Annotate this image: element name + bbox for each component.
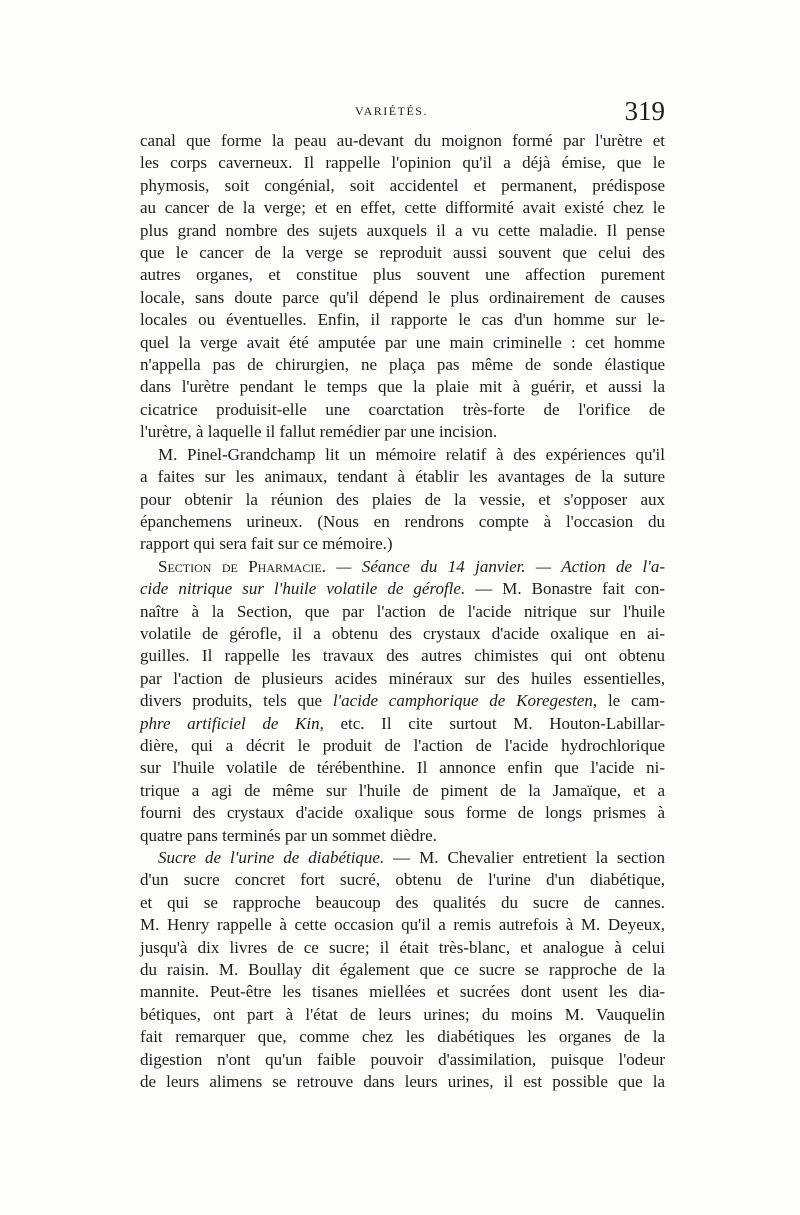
- text-line: phymosis, soit congénial, soit accidentel et permanent, prédispose: [140, 175, 665, 195]
- text-line: naître à la Section, que par l'action de l'acide nitrique sur l'huile: [140, 601, 665, 621]
- text-line: M. Henry rappelle à cette occasion qu'il a remis autrefois à M. Deyeux,: [140, 915, 665, 935]
- text-line: quel la verge avait été amputée par une main criminelle : cet homme: [140, 332, 665, 352]
- text-line: n'appella pas de chirurgien, ne plaça pas même de sonde élastique: [140, 355, 665, 375]
- text-line: par l'action de plusieurs acides minéraux sur des huiles essentielles,: [140, 668, 665, 688]
- text-span: , etc. Il cite surtout M. Houton-Labillar-: [319, 713, 665, 733]
- text-line: canal que forme la peau au-devant du moignon formé par l'urètre et: [140, 131, 665, 150]
- text-line: a faites sur les animaux, tendant à établir les avantages de la suture: [140, 467, 665, 487]
- text-line: dans l'urètre pendant le temps que la plaie mit à guérir, et aussi la: [140, 377, 665, 397]
- text-line: locales ou éventuelles. Enfin, il rapporte le cas d'un homme sur le-: [140, 310, 665, 330]
- section-topic: Action de l'a-: [561, 556, 665, 576]
- text-line: M. Pinel-Grandchamp lit un mémoire relatif à des expériences qu'il: [158, 444, 665, 464]
- text-line: bétiques, ont part à l'état de leurs urines; du moins M. Vauquelin: [140, 1004, 665, 1024]
- text-line: [140, 690, 665, 712]
- text-line: pour obtenir la réunion des plaies de la vessie, et s'opposer aux: [140, 489, 665, 509]
- text-line: mannite. Peut-être les tisanes miellées et sucrées dont usent les dia-: [140, 982, 665, 1002]
- text-line: au cancer de la verge; et en effet, cette difformité avait existé chez le: [140, 198, 665, 218]
- page-body: [140, 130, 665, 1093]
- text-line: [140, 713, 665, 735]
- running-head: VARIÉTÉS.: [355, 104, 428, 118]
- text-line: cicatrice produisit-elle une coarctation très-forte de l'orifice de: [140, 399, 665, 419]
- text-line: quatre pans terminés par un sommet dièdre.: [140, 825, 437, 845]
- section-label: Section de Pharmacie.: [158, 556, 326, 576]
- text-line: que le cancer de la verge se reproduit aussi souvent que celui des: [140, 243, 665, 263]
- page-header: [140, 96, 665, 132]
- text-line: rapport qui sera fait sur ce mémoire.): [140, 534, 393, 554]
- text-span: — M. Bonastre fait con-: [465, 579, 666, 599]
- text-line: [140, 578, 665, 600]
- text-line: digestion n'ont qu'un faible pouvoir d'assimilation, puisque l'odeur: [140, 1049, 665, 1069]
- text-line: fait remarquer que, comme chez les diabétiques les organes de la: [140, 1027, 665, 1047]
- text-line: trique a agi de même sur l'huile de piment de la Jamaïque, et a: [140, 780, 665, 800]
- text-line: jusqu'à dix livres de ce sucre; il était très-blanc, et analogue à celui: [140, 937, 665, 957]
- text-line: fourni des crystaux d'acide oxalique sous forme de longs prismes à: [140, 803, 665, 823]
- italic-term: l'acide camphorique de Koregesten: [332, 691, 593, 711]
- text-line: épanchemens urineux. (Nous en rendrons compte à l'occasion du: [140, 511, 665, 531]
- text-span: — M. Chevalier entretient la section: [384, 848, 666, 867]
- text-line: d'un sucre concret fort sucré, obtenu de l'urine d'un diabétique,: [140, 870, 665, 890]
- sucre-title: Sucre de l'urine de diabétique.: [158, 848, 385, 867]
- text-line: volatile de gérofle, il a obtenu des crystaux d'acide oxalique en ai-: [140, 623, 665, 643]
- text-line: locale, sans doute parce qu'il dépend le plus ordinairement de causes: [140, 287, 665, 307]
- text-line: du raisin. M. Boullay dit également que ce sucre se rapproche de la: [140, 960, 665, 980]
- text-span: divers produits, tels que: [140, 691, 333, 711]
- text-line: de leurs alimens se retrouve dans leurs urines, il est possible que la: [140, 1072, 665, 1092]
- text-line: et qui se rapproche beaucoup des qualités du sucre de cannes.: [140, 892, 665, 912]
- pharmacie-heading-line: [140, 556, 665, 578]
- text-line: dière, qui a décrit le produit de l'action de l'acide hydrochlorique: [140, 735, 665, 755]
- text-line: sur l'huile volatile de térébenthine. Il annonce enfin que l'acide ni-: [140, 758, 665, 778]
- italic-term: phre artificiel de Kin: [140, 713, 320, 733]
- text-span: , le cam-: [592, 691, 665, 711]
- text-line: les corps caverneux. Il rappelle l'opinion qu'il a déjà émise, que le: [140, 153, 665, 173]
- sucre-heading-line: [140, 847, 665, 869]
- text-line: plus grand nombre des sujets auxquels il a vu cette maladie. Il pense: [140, 220, 665, 240]
- text-line: l'urètre, à laquelle il fallut remédier par une incision.: [140, 422, 498, 442]
- text-line: guilles. Il rappelle les travaux des autres chimistes qui ont obtenu: [140, 646, 665, 666]
- section-topic-cont: cide nitrique sur l'huile volatile de gérofle.: [140, 579, 466, 599]
- seance-date: — Séance du 14 janvier. —: [325, 556, 562, 576]
- text-line: autres organes, et constitue plus souvent une affection purement: [140, 265, 665, 285]
- page-number: 319: [624, 96, 665, 126]
